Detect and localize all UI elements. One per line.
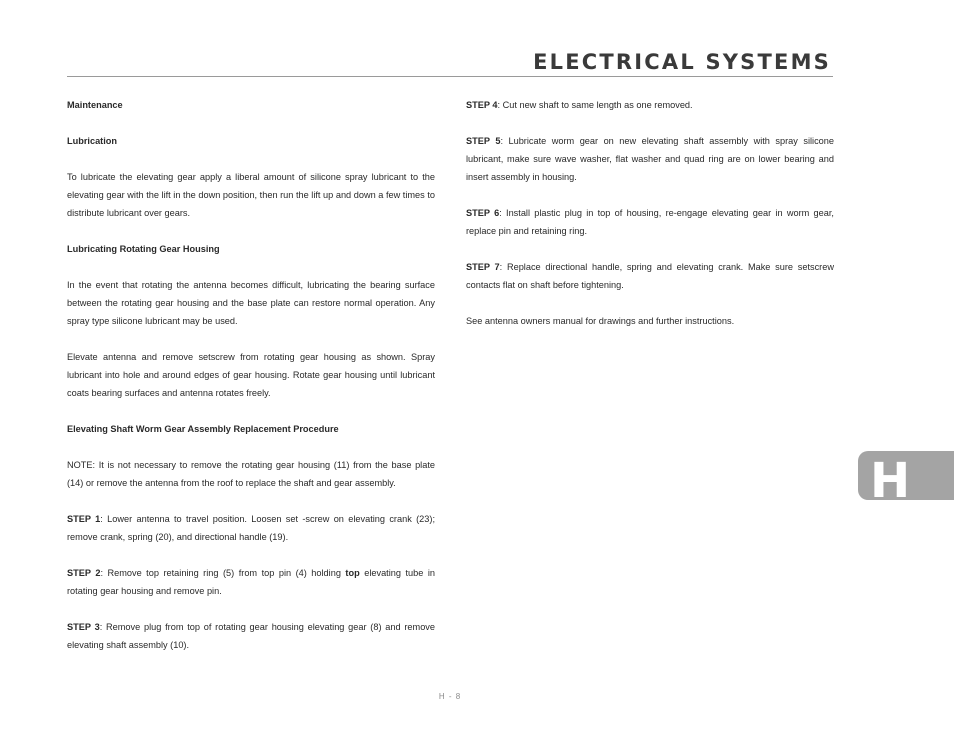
step-1-paragraph xyxy=(67,510,435,546)
maintenance-heading: Maintenance xyxy=(67,100,123,110)
header-divider xyxy=(67,76,833,77)
step-5-paragraph xyxy=(466,132,834,186)
step-7-text: : Replace directional handle, spring and elevating crank. Make sure setscrew contacts flat on shaft before tightening. xyxy=(466,262,834,290)
lubrication-heading: Lubrication xyxy=(67,136,118,146)
step-3-label: STEP 3 xyxy=(67,622,100,632)
rotating-gear-paragraph-1: In the event that rotating the antenna becomes difficult, lubricating the bearing surface between the rotating gear housing and the base plate can restore normal operation. Any spray type silicone lubricant may be used. xyxy=(67,280,435,326)
page-number: H - 8 xyxy=(438,692,462,701)
step-1-label: STEP 1 xyxy=(67,514,101,524)
left-column xyxy=(67,96,435,672)
step-2-label: STEP 2 xyxy=(67,568,101,578)
step-3-paragraph xyxy=(67,618,435,654)
step-4-paragraph xyxy=(466,96,834,114)
step-5-label: STEP 5 xyxy=(466,136,501,146)
step-7-paragraph xyxy=(466,258,834,294)
rotating-gear-heading: Lubricating Rotating Gear Housing xyxy=(67,244,220,254)
step-6-text: : Install plastic plug in top of housing, re-engage elevating gear in worm gear, replace pin and retaining ring. xyxy=(466,208,834,236)
step-6-paragraph xyxy=(466,204,834,240)
step-2-paragraph xyxy=(67,564,435,600)
step-2-text-b: elevating tube in rotating gear housing and remove pin. xyxy=(67,568,435,596)
step-3-text: : Remove plug from top of rotating gear housing elevating gear (8) and remove elevating shaft assembly (10). xyxy=(67,622,436,650)
section-tab xyxy=(858,451,954,509)
see-manual-paragraph: See antenna owners manual for drawings and further instructions. xyxy=(466,316,735,326)
step-4-label: STEP 4 xyxy=(466,100,498,110)
step-6-label: STEP 6 xyxy=(466,208,500,218)
step-7-label: STEP 7 xyxy=(466,262,500,272)
step-2-text-a: : Remove top retaining ring (5) from top pin (4) holding xyxy=(100,568,346,578)
lubrication-paragraph: To lubricate the elevating gear apply a liberal amount of silicone spray lubricant to the elevating gear with the lift in the down position, then run the lift up and down a few times to distribute lubricant over gears. xyxy=(67,172,435,218)
note-paragraph: NOTE: It is not necessary to remove the rotating gear housing (11) from the base plate (14) or remove the antenna from the roof to replace the shaft and gear assembly. xyxy=(67,460,435,488)
step-2-emphasis: top xyxy=(345,568,360,578)
right-column xyxy=(466,96,834,348)
section-tab-letter: H xyxy=(870,453,911,509)
step-4-text: : Cut new shaft to same length as one removed. xyxy=(497,100,693,110)
rotating-gear-paragraph-2: Elevate antenna and remove setscrew from rotating gear housing as shown. Spray lubricant into hole and around edges of gear housing. Rotate gear housing until lubricant coats bearing surfaces and antenna rotates freely. xyxy=(67,352,435,398)
procedure-heading: Elevating Shaft Worm Gear Assembly Replacement Procedure xyxy=(67,424,339,434)
step-5-text: : Lubricate worm gear on new elevating shaft assembly with spray silicone lubricant, make sure wave washer, flat washer and quad ring are on lower bearing and insert assembly in housing. xyxy=(466,136,834,182)
step-1-text: : Lower antenna to travel position. Loosen set -screw on elevating crank (23); remove crank, spring (20), and directional handle (19). xyxy=(67,514,435,542)
section-title: ELECTRICAL SYSTEMS xyxy=(533,50,831,74)
